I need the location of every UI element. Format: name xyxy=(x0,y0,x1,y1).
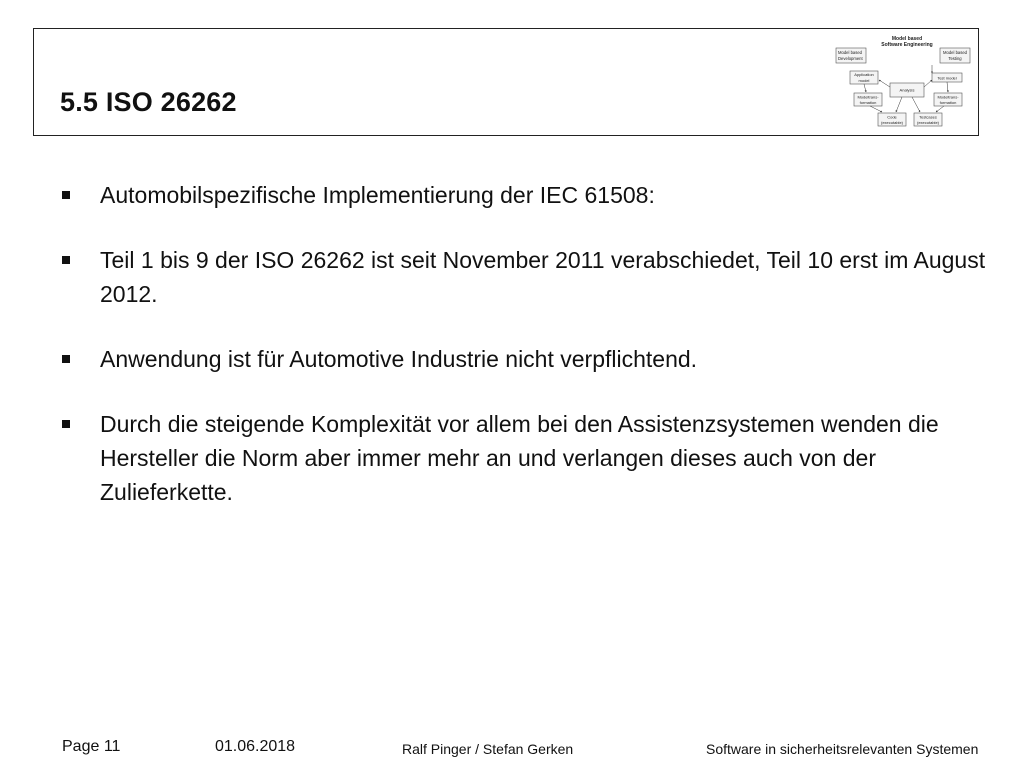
diagram-label-development-line2: Development xyxy=(838,56,863,61)
bullet-item xyxy=(62,243,992,311)
diagram-label-testcases-line2: (executable) xyxy=(916,120,940,125)
bullet-item xyxy=(62,407,992,509)
diagram-label-development-line1: Model based xyxy=(838,50,862,55)
bullet-text: Automobilspezifische Implementierung der IEC 61508: xyxy=(100,182,655,208)
diagram-label-analysis: Analysis xyxy=(899,87,915,93)
footer-course-title: Software in sicherheitsrelevanten Systemen xyxy=(706,741,979,757)
diagram-label-test-model: Test model xyxy=(937,75,957,81)
footer-date: 01.06.2018 xyxy=(215,738,296,755)
bullet-list xyxy=(62,178,992,509)
diagram-label-testing-line2: Testing xyxy=(948,56,962,61)
header-box xyxy=(33,28,979,136)
model-based-engineering-diagram xyxy=(832,33,982,133)
square-bullet-icon xyxy=(62,420,70,428)
diagram-heading-line2: Software Engineering xyxy=(881,42,933,48)
square-bullet-icon xyxy=(62,191,70,199)
diagram-heading-line1: Model based xyxy=(891,36,923,42)
diagram-label-code-line2: (executable) xyxy=(880,120,904,125)
page-title: 5.5 ISO 26262 xyxy=(60,87,237,117)
diagram-label-testing-line1: Model based xyxy=(943,50,967,55)
footer-page-number: Page 11 xyxy=(62,738,121,755)
bullet-item xyxy=(62,178,992,212)
diagram-label-application-model-line2: model xyxy=(858,78,870,83)
square-bullet-icon xyxy=(62,355,70,363)
diagram-label-right-transformation-line2: formation xyxy=(939,100,957,105)
diagram-label-right-transformation-line1: Modeltrans- xyxy=(937,94,959,100)
diagram-label-left-transformation-line1: Modeltrans- xyxy=(857,94,879,100)
footer-authors: Ralf Pinger / Stefan Gerken xyxy=(402,741,574,757)
diagram-label-left-transformation-line2: formation xyxy=(859,100,877,105)
bullet-item xyxy=(62,342,992,376)
diagram-label-code-line1: Code xyxy=(887,114,897,120)
square-bullet-icon xyxy=(62,256,70,264)
bullet-text: Teil 1 bis 9 der ISO 26262 ist seit November 2011 verabschiedet, Teil 10 erst im August 2012. xyxy=(100,247,986,307)
diagram-label-testcases-line1: Testcases xyxy=(919,114,937,120)
bullet-text: Durch die steigende Komplexität vor allem bei den Assistenzsystemen wenden die Hersteller die Norm aber immer mehr an und verlangen dieses auch von der Zulieferkette. xyxy=(100,411,939,505)
diagram-label-application-model-line1: Application xyxy=(854,72,874,77)
bullet-text: Anwendung ist für Automotive Industrie nicht verpflichtend. xyxy=(100,346,698,372)
